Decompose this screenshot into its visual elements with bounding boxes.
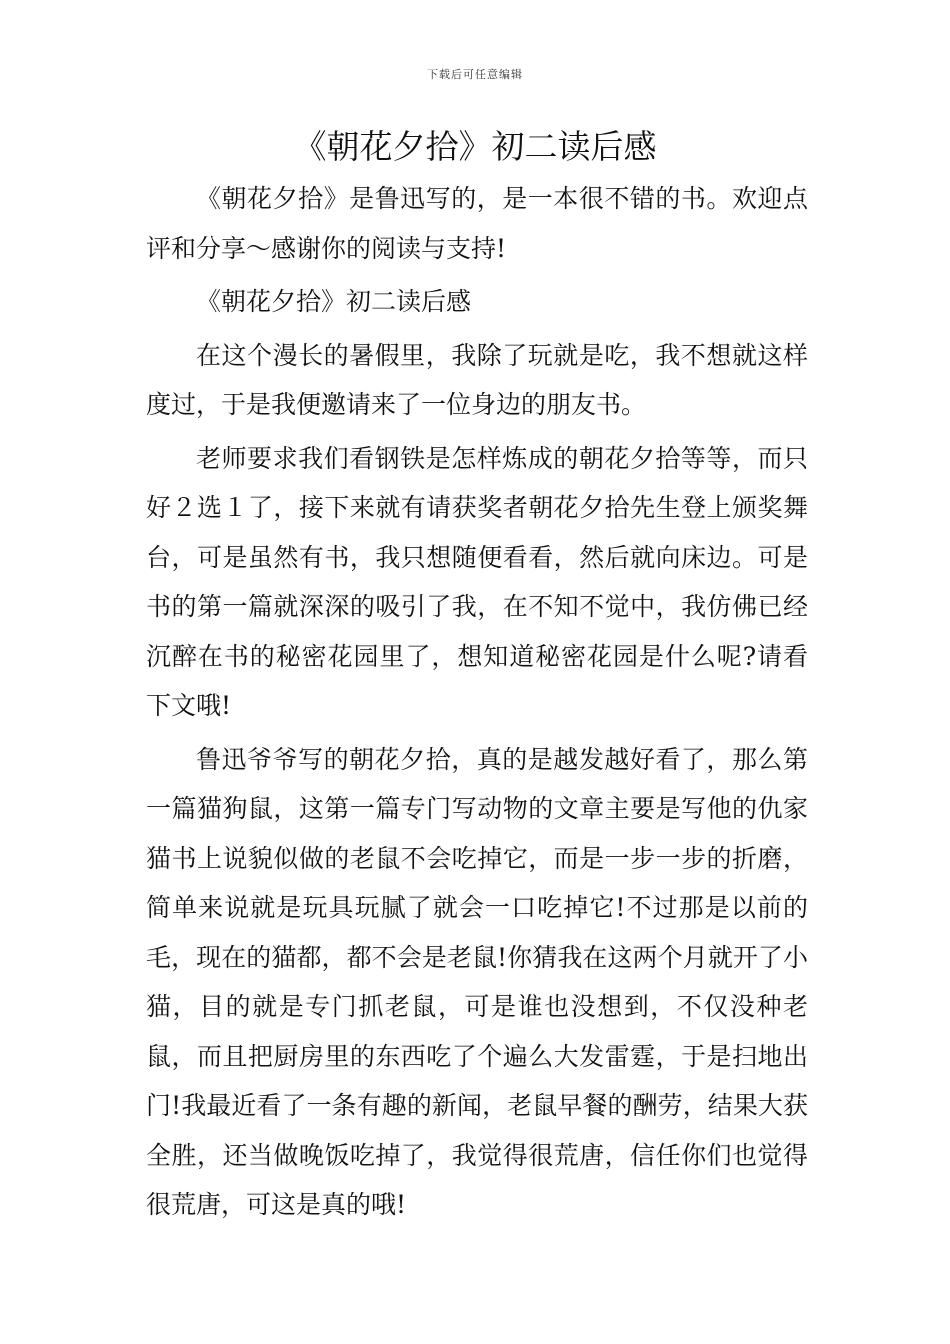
- paragraph-subtitle: 《朝花夕拾》初二读后感: [196, 287, 472, 316]
- paragraph-luxun: 鲁迅爷爷写的朝花夕拾，真的是越发越好看了，那么第一篇猫狗鼠，这第一篇专门写动物的文章主要是写他的仇家猫书上说貌似做的老鼠不会吃掉它，而是一步一步的折磨，简单来说就是玩具玩腻了就会一口吃掉它!不过那是以前的毛，现在的猫都，都不会是老鼠!你猜我在这两个月就开了小猫，目的就是专门抓老鼠，可是谁也没想到，不仅没种老鼠，而且把厨房里的东西吃了个遍么大发雷霆，于是扫地出门!我最近看了一条有趣的新闻，老鼠早餐的酬劳，结果大获全胜，还当做晚饭吃掉了，我觉得很荒唐，信任你们也觉得很荒唐，可这是真的哦!: [146, 744, 808, 1219]
- paragraph-teacher: 老师要求我们看钢铁是怎样炼成的朝花夕拾等等，而只好２选１了，接下来就有请获奖者朝花夕拾先生登上颁奖舞台，可是虽然有书，我只想随便看看，然后就向床边。可是书的第一篇就深深的吸引了我，在不知不觉中，我仿佛已经沉醉在书的秘密花园里了，想知道秘密花园是什么呢?请看下文哦!: [146, 443, 808, 720]
- document-body: [146, 174, 808, 1230]
- header-note: 下载后可任意编辑: [427, 68, 523, 81]
- paragraph-summer: 在这个漫长的暑假里，我除了玩就是吃，我不想就这样度过，于是我便邀请来了一位身边的朋友书。: [146, 340, 808, 419]
- paragraph-intro: 《朝花夕拾》是鲁迅写的，是一本很不错的书。欢迎点评和分享～感谢你的阅读与支持!: [146, 184, 808, 263]
- document-title: 《朝花夕拾》初二读后感: [293, 127, 657, 166]
